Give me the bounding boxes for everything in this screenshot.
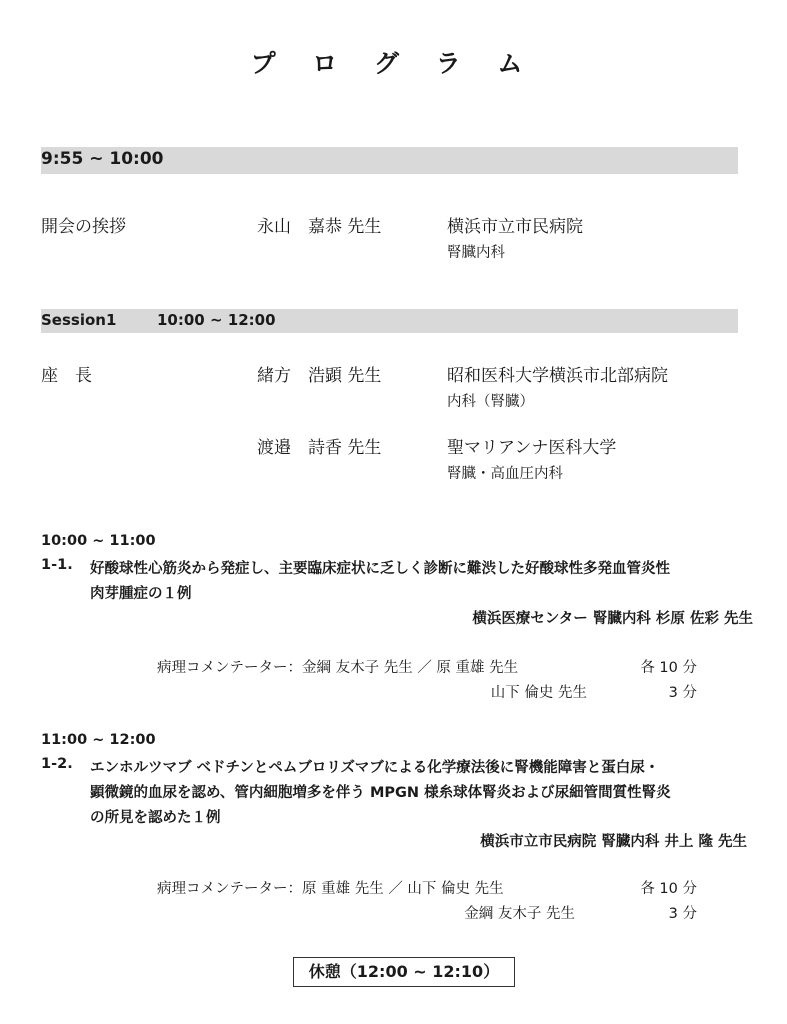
opening-label: 開会の挨拶 — [41, 217, 126, 237]
case2-comment-time-2: 3 分 — [668, 906, 697, 922]
case1-comment-time-2: 3 分 — [668, 685, 697, 701]
break-box: 休憩（12:00 ~ 12:10） — [293, 957, 515, 987]
chair-name-1: 緒方 浩顕 先生 — [257, 366, 382, 386]
case1-number: 1-1. — [41, 557, 73, 573]
chair-label: 座 長 — [41, 366, 92, 386]
session1-bar — [41, 309, 738, 333]
case2-commentators: 病理コメンテーター：原 重雄 先生 ／ 山下 倫史 先生 — [157, 881, 504, 897]
page-title: プ ロ グ ラ ム — [250, 49, 537, 78]
chair-affiliation-2: 聖マリアンナ医科大学 — [447, 438, 617, 458]
opening-time-bar — [41, 147, 738, 174]
chair-affiliation-1: 昭和医科大学横浜市北部病院 — [447, 366, 668, 386]
case2-time: 11:00 ~ 12:00 — [41, 732, 156, 748]
opening-affiliation: 横浜市立市民病院 — [447, 217, 583, 237]
session1-label: Session1 — [41, 311, 117, 329]
case1-presenter: 横浜医療センター 腎臓内科 杉原 佐彩 先生 — [472, 611, 753, 627]
case1-title-line1: 好酸球性心筋炎から発症し、主要臨床症状に乏しく診断に難渋した好酸球性多発血管炎性 — [90, 561, 670, 577]
case2-commentator-2: 金綱 友木子 先生 — [464, 906, 575, 922]
case2-presenter: 横浜市立市民病院 腎臓内科 井上 隆 先生 — [480, 834, 747, 850]
case2-title-line2: 顕微鏡的血尿を認め、管内細胞増多を伴う MPGN 様糸球体腎炎および尿細管間質性腎炎 — [90, 785, 671, 801]
chair-department-1: 内科（腎臓） — [447, 394, 534, 410]
case2-title-line1: エンホルツマブ ベドチンとペムブロリズマブによる化学療法後に腎機能障害と蛋白尿・ — [90, 760, 660, 776]
case1-title-line2: 肉芽腫症の１例 — [90, 586, 192, 602]
case1-comment-time-1: 各 10 分 — [640, 660, 697, 676]
opening-speaker: 永山 嘉恭 先生 — [257, 217, 382, 237]
session1-time: 10:00 ~ 12:00 — [157, 311, 276, 329]
case2-number: 1-2. — [41, 756, 73, 772]
case1-commentators: 病理コメンテーター：金綱 友木子 先生 ／ 原 重雄 先生 — [157, 660, 519, 676]
chair-name-2: 渡邉 詩香 先生 — [257, 438, 382, 458]
case2-comment-time-1: 各 10 分 — [640, 881, 697, 897]
case1-time: 10:00 ~ 11:00 — [41, 533, 156, 549]
opening-department: 腎臓内科 — [447, 245, 505, 261]
case2-title-line3: の所見を認めた１例 — [90, 810, 221, 826]
chair-department-2: 腎臓・高血圧内科 — [447, 466, 563, 482]
opening-time: 9:55 ~ 10:00 — [41, 149, 164, 169]
case1-commentator-2: 山下 倫史 先生 — [490, 685, 587, 701]
